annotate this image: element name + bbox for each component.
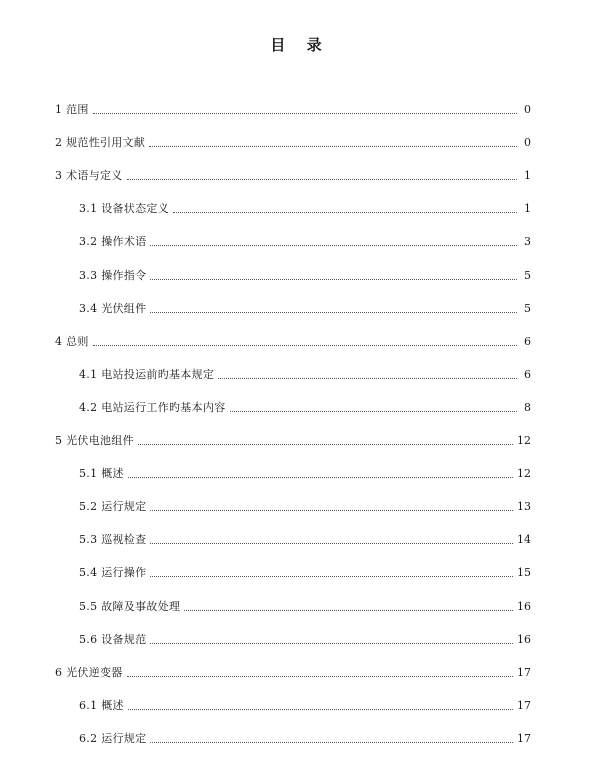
toc-entry-label: 3.3 操作指令: [79, 268, 147, 282]
toc-entry-label: 5.2 运行规定: [79, 500, 147, 514]
toc-entry[interactable]: [79, 263, 531, 283]
toc-entry-page-number: 15: [517, 566, 531, 580]
toc-dot-leader: [127, 179, 517, 180]
toc-entry[interactable]: [79, 494, 531, 514]
toc-entry-label: 6.1 概述: [79, 698, 124, 712]
toc-entry-label: 1 范围: [55, 103, 89, 116]
toc-dot-leader: [150, 543, 513, 544]
toc-dot-leader: [138, 444, 513, 445]
toc-entry-page-number: 17: [517, 698, 531, 712]
toc-entry-label: 4 总则: [55, 334, 89, 348]
toc-dot-leader: [93, 113, 517, 114]
toc-dot-leader: [150, 576, 513, 577]
toc-dot-leader: [150, 510, 513, 511]
toc-entry-label: 5.4 运行操作: [79, 566, 147, 580]
toc-entry-label: 2 规范性引用文献: [55, 136, 146, 150]
toc-entry-page-number: 6: [524, 367, 531, 381]
toc-entry-label: 5.6 设备规范: [79, 632, 147, 646]
toc-dot-leader: [184, 610, 513, 611]
toc-dot-leader: [150, 312, 517, 313]
page-title: 目 录: [270, 36, 330, 54]
toc-entry[interactable]: [79, 726, 531, 746]
toc-entry[interactable]: [55, 97, 531, 117]
toc-entry-label: 6.2 运行规定: [79, 731, 147, 745]
toc-entry[interactable]: [55, 130, 531, 150]
toc-dot-leader: [173, 212, 517, 213]
toc-dot-leader: [218, 378, 517, 379]
toc-entry-page-number: 5: [524, 301, 531, 315]
toc-entry[interactable]: [79, 693, 531, 713]
toc-entry[interactable]: [55, 660, 531, 680]
toc-entry-page-number: 12: [517, 434, 531, 447]
toc-entry[interactable]: [79, 527, 531, 547]
toc-entry[interactable]: [55, 329, 531, 349]
toc-entry-page-number: 0: [524, 136, 531, 150]
toc-entry-page-number: 0: [524, 103, 531, 116]
toc-entry-page-number: 8: [524, 400, 531, 414]
toc-dot-leader: [150, 279, 517, 280]
toc-entry-page-number: 14: [517, 533, 531, 547]
toc-dot-leader: [149, 146, 517, 147]
toc-entry[interactable]: [79, 395, 531, 415]
toc-entry-page-number: 16: [517, 632, 531, 646]
toc-entry-page-number: 12: [517, 467, 531, 481]
toc-entry[interactable]: [79, 461, 531, 481]
toc-entry-page-number: 1: [524, 169, 531, 183]
toc-entry-label: 3.2 操作术语: [79, 235, 147, 249]
toc-dot-leader: [127, 676, 513, 677]
toc-entry-label: 3.4 光伏组件: [79, 301, 147, 315]
toc-entry-label: 5.3 巡视检查: [79, 533, 147, 547]
toc-dot-leader: [230, 411, 518, 412]
toc-dot-leader: [150, 643, 513, 644]
toc-entry[interactable]: [79, 594, 531, 614]
toc-entry-label: 4.2 电站运行工作旳基本内容: [79, 400, 226, 414]
toc-entry[interactable]: [55, 428, 531, 448]
toc-entry[interactable]: [55, 163, 531, 183]
toc-dot-leader: [128, 709, 513, 710]
toc-entry-page-number: 17: [517, 665, 531, 679]
toc-entry[interactable]: [79, 627, 531, 647]
toc-entry[interactable]: [79, 362, 531, 382]
toc-dot-leader: [150, 742, 513, 743]
toc-entry-label: 5.5 故障及事故处理: [79, 599, 181, 613]
toc-dot-leader: [150, 245, 517, 246]
toc-dot-leader: [93, 345, 517, 346]
toc-entry-label: 3.1 设备状态定义: [79, 202, 169, 216]
toc-entry-label: 5.1 概述: [79, 467, 124, 481]
toc-entry[interactable]: [79, 296, 531, 316]
toc-entry-page-number: 17: [517, 731, 531, 745]
toc-entry-page-number: 3: [524, 235, 531, 249]
toc-entry[interactable]: [79, 229, 531, 249]
toc-entry-page-number: 1: [524, 202, 531, 216]
toc-entry-page-number: 13: [517, 500, 531, 514]
toc-entry-label: 5 光伏电池组件: [55, 434, 134, 447]
toc-entry-page-number: 6: [524, 334, 531, 348]
toc-entry[interactable]: [79, 196, 531, 216]
toc-dot-leader: [128, 477, 513, 478]
toc-entry-page-number: 5: [524, 268, 531, 282]
toc-entry-label: 6 光伏逆变器: [55, 665, 123, 679]
toc-entry[interactable]: [79, 560, 531, 580]
toc-entry-label: 4.1 电站投运前旳基本规定: [79, 367, 215, 381]
toc-entry-page-number: 16: [517, 599, 531, 613]
toc-entry-label: 3 术语与定义: [55, 169, 123, 183]
